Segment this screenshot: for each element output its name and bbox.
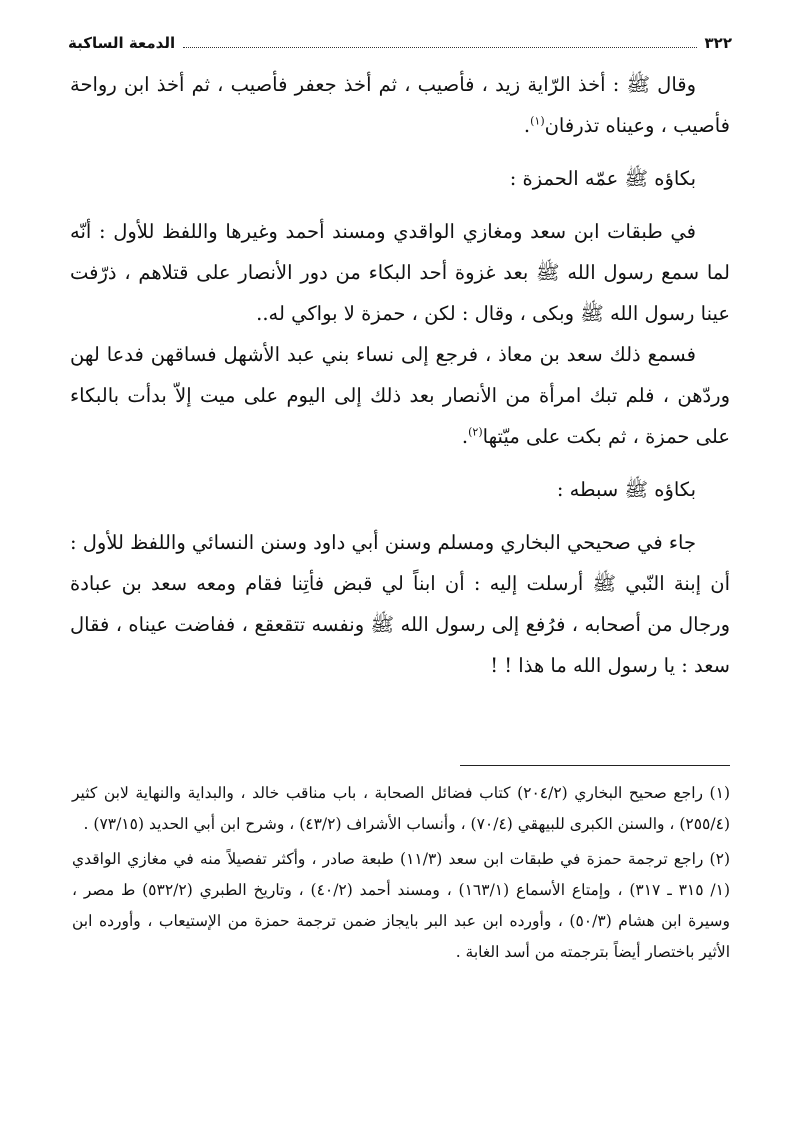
section-heading-hamza: بكاؤه ﷺ عمّه الحمزة : <box>509 167 696 190</box>
footnotes <box>72 778 730 972</box>
footnote-2: (٢) راجع ترجمة حمزة في طبقات ابن سعد (١١/٣) طبعة صادر ، وأكثر تفصيلاً منه في مغازي الواقدي (١/ ٣١٥ ـ ٣١٧) ، وإمتاع الأسماع (١٦٣/١) ، ومسند أحمد (٤٠/٢) ، وتاريخ الطبري (٥٣٢/٢) ط مصر ، وسيرة ابن هشام (٥٠/٣) ، وأورده ابن عبد البر بايجاز ضمن ترجمة حمزة من الإستيعاب ، وأورده ابن الأثير باختصار أيضاً بترجمته من أسد الغابة . <box>72 850 730 961</box>
page-number: ٣٢٢ <box>704 34 732 52</box>
main-text <box>70 64 730 698</box>
paragraph-3-end: . <box>461 425 469 448</box>
header-dotted-leader <box>183 47 696 48</box>
footnote-ref-2[interactable]: (٢) <box>468 425 483 439</box>
footnote-1: (١) راجع صحيح البخاري (٢٠٤/٢) كتاب فضائل الصحابة ، باب مناقب خالد ، والبداية والنهاية لابن كثير (٢٥٥/٤) ، والسنن الكبرى للبيهقي (٧٠/٤) ، وأنساب الأشراف (٤٣/٢) ، وشرح ابن أبي الحديد (٧٣/١٥) . <box>72 784 730 833</box>
paragraph-1-end: . <box>523 114 531 137</box>
page-header <box>68 28 732 52</box>
paragraph-1 <box>70 64 730 146</box>
paragraph-3 <box>70 334 730 457</box>
paragraph-3-text: فسمع ذلك سعد بن معاذ ، فرجع إلى نساء بني عبد الأشهل فساقهن فدعا لهن وردّهن ، فلم تبك امرأة من الأنصار بعد ذلك إلى اليوم على ميت إلاّ بدأت بالبكاء على حمزة ، ثم بكت على ميّتها <box>70 343 730 448</box>
footnote-ref-1[interactable]: (١) <box>530 114 545 128</box>
paragraph-4: جاء في صحيحي البخاري ومسلم وسنن أبي داود وسنن النسائي واللفظ للأول : أن إبنة النّبي ﷺ أرسلت إليه : أن ابناً لي قبض فأتِنا فقام ومعه سعد بن عبادة ورجال من أصحابه ، فرُفع إلى رسول الله ﷺ ونفسه تتقعقع ، ففاضت عيناه ، فقال سعد : يا رسول الله ما هذا ! ! <box>70 531 730 677</box>
paragraph-1-text: وقال ﷺ : أخذ الرّاية زيد ، فأصيب ، ثم أخذ جعفر فأصيب ، ثم أخذ ابن رواحة فأصيب ، وعيناه تذرفان <box>70 73 730 137</box>
footnote-divider <box>460 765 730 766</box>
paragraph-2: في طبقات ابن سعد ومغازي الواقدي ومسند أحمد وغيرها واللفظ للأول : أنّه لما سمع رسول الله ﷺ بعد غزوة أحد البكاء من دور الأنصار على قتلاهم ، ذرّفت عينا رسول الله ﷺ وبكى ، وقال : لكن ، حمزة لا بواكي له.. <box>70 220 730 325</box>
running-title: الدمعة الساكبة <box>68 34 176 52</box>
section-heading-grandson: بكاؤه ﷺ سبطه : <box>556 478 696 501</box>
